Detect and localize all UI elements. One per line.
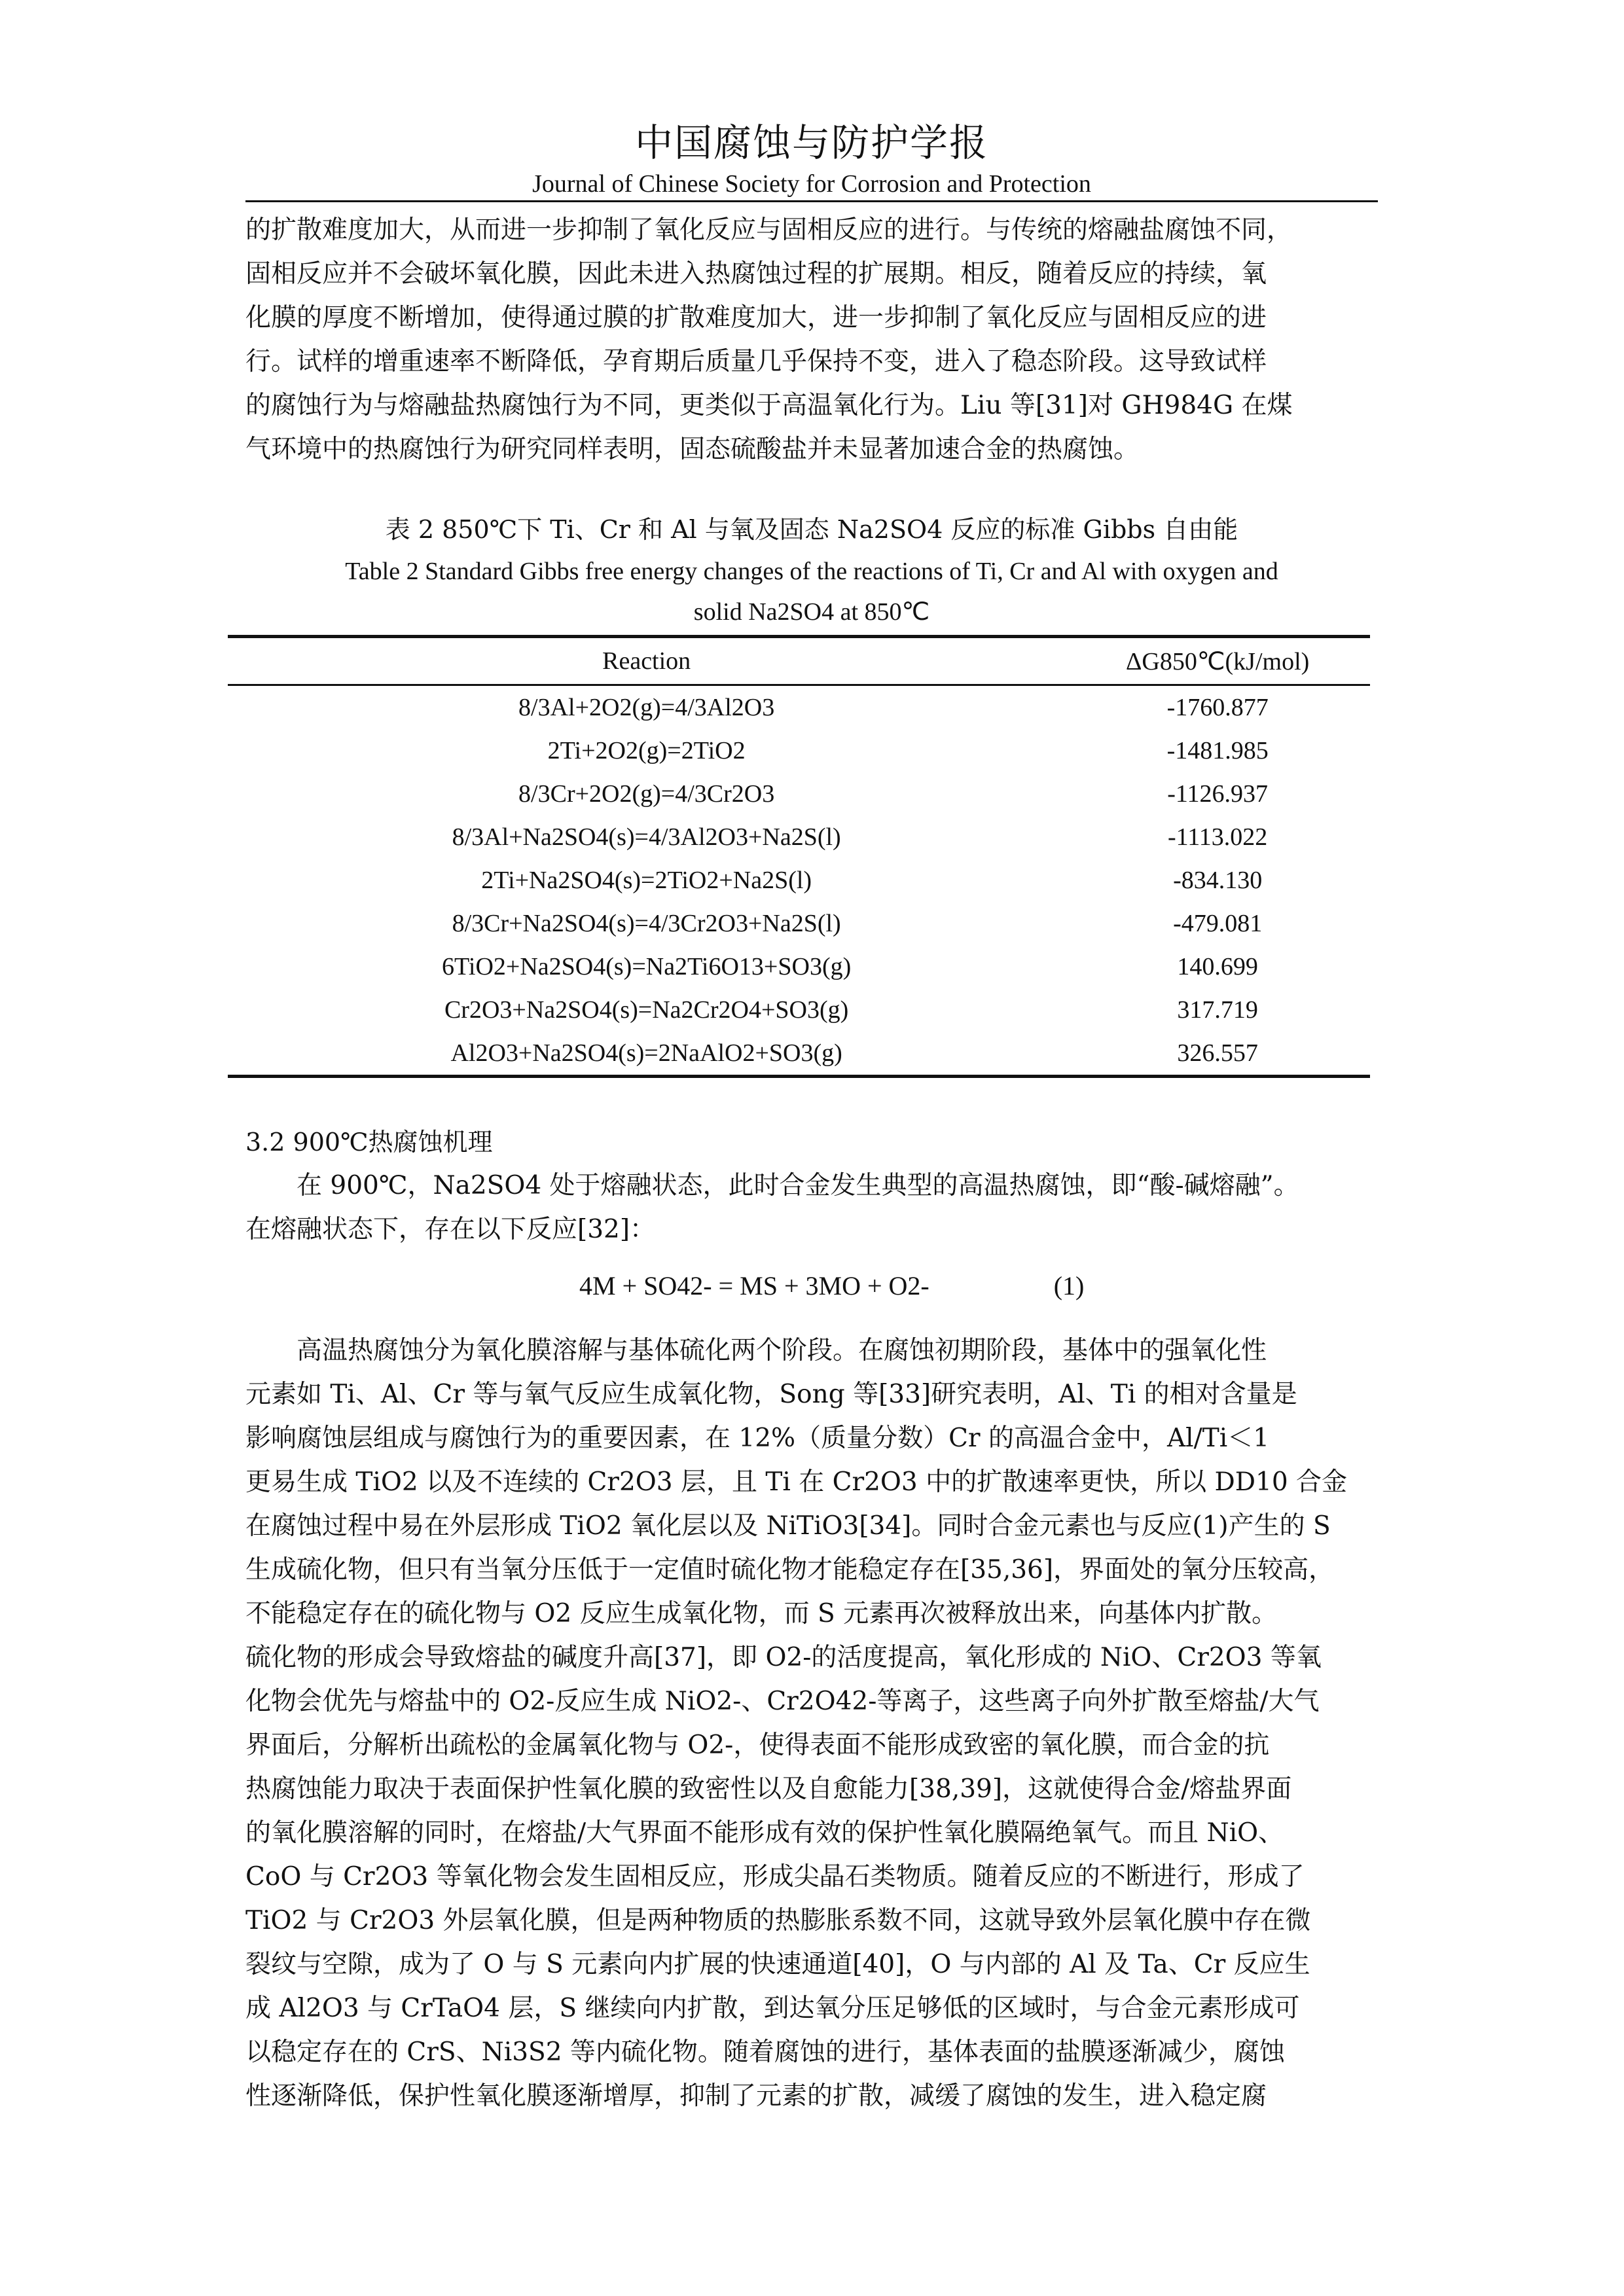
text-line: 不能稳定存在的硫化物与 O2 反应生成氧化物，而 S 元素再次被释放出来，向基体内扩散。	[245, 1599, 1278, 1628]
text-line: 在腐蚀过程中易在外层形成 TiO2 氧化层以及 NiTiO3[34]。同时合金元素也与反应(1)产生的 S	[245, 1511, 1331, 1541]
equation-number: (1)	[1053, 1271, 1085, 1300]
text-line: 影响腐蚀层组成与腐蚀行为的重要因素，在 12%（质量分数）Cr 的高温合金中，Al/Ti＜1	[245, 1424, 1270, 1453]
reaction-cell: 6TiO2+Na2SO4(s)=Na2Ti6O13+SO3(g)	[442, 953, 852, 980]
table-row	[228, 685, 1370, 730]
table-caption-en-line1: Table 2 Standard Gibbs free energy changes of the reactions of Ti, Cr and Al with oxygen and	[345, 558, 1278, 585]
table-row	[228, 1031, 1370, 1077]
text-line: 更易生成 TiO2 以及不连续的 Cr2O3 层，且 Ti 在 Cr2O3 中的扩散速率更快，所以 DD10 合金	[245, 1467, 1348, 1497]
text-line: TiO2 与 Cr2O3 外层氧化膜，但是两种物质的热膨胀系数不同，这就导致外层氧化膜中存在微	[245, 1906, 1311, 1935]
text-line: 化物会优先与熔盐中的 O2-反应生成 NiO2-、Cr2O42-等离子，这些离子向外扩散至熔盐/大气	[245, 1687, 1320, 1716]
reaction-cell: 8/3Cr+2O2(g)=4/3Cr2O3	[518, 780, 775, 808]
table-row	[228, 902, 1370, 945]
reaction-cell: Al2O3+Na2SO4(s)=2NaAlO2+SO3(g)	[228, 1031, 1065, 1077]
text-line: 化膜的厚度不断增加，使得通过膜的扩散难度加大，进一步抑制了氧化反应与固相反应的进	[245, 303, 1267, 332]
table-caption-en	[245, 551, 1378, 632]
energy-cell: -1481.985	[1166, 737, 1269, 764]
text-line: 高温热腐蚀分为氧化膜溶解与基体硫化两个阶段。在腐蚀初期阶段，基体中的强氧化性	[297, 1336, 1267, 1365]
reaction-cell: 8/3Al+2O2(g)=4/3Al2O3	[518, 694, 775, 721]
energy-cell: -479.081	[1173, 910, 1263, 937]
table-caption-en-line2: solid Na2SO4 at 850℃	[693, 598, 930, 626]
energy-cell: -1126.937	[1167, 780, 1269, 808]
text-line: 生成硫化物，但只有当氧分压低于一定值时硫化物才能稳定存在[35,36]，界面处的氧分压较高，	[245, 1555, 1335, 1585]
text-line: 在熔融状态下，存在以下反应[32]：	[245, 1215, 656, 1244]
energy-cell: 326.557	[1065, 1031, 1370, 1077]
section-paragraph	[245, 1164, 1378, 1251]
equation-1	[579, 1266, 1084, 1306]
journal-title-en: Journal of Chinese Society for Corrosion and Protection	[532, 170, 1091, 198]
reaction-cell: Cr2O3+Na2SO4(s)=Na2Cr2O4+SO3(g)	[444, 996, 849, 1024]
text-line: 在 900℃，Na2SO4 处于熔融状态，此时合金发生典型的高温热腐蚀，即“酸-碱熔融”。	[297, 1171, 1299, 1200]
text-line: 行。试样的增重速率不断降低，孕育期后质量几乎保持不变，进入了稳态阶段。这导致试样	[245, 347, 1267, 376]
text-line: 性逐渐降低，保护性氧化膜逐渐增厚，抑制了元素的扩散，减缓了腐蚀的发生，进入稳定腐	[245, 2081, 1267, 2111]
header-divider	[245, 200, 1378, 202]
table-row	[228, 945, 1370, 988]
energy-cell: -1113.022	[1167, 823, 1268, 851]
text-line: 界面后，分解析出疏松的金属氧化物与 O2-，使得表面不能形成致密的氧化膜，而合金的抗	[245, 1731, 1270, 1760]
text-line: 以稳定存在的 CrS、Ni3S2 等内硫化物。随着腐蚀的进行，基体表面的盐膜逐渐减少，腐蚀	[245, 2037, 1285, 2067]
table-row	[228, 729, 1370, 772]
text-line: CoO 与 Cr2O3 等氧化物会发生固相反应，形成尖晶石类物质。随着反应的不断进行，形成了	[245, 1862, 1305, 1892]
gibbs-energy-table	[228, 635, 1370, 1078]
text-line: 的氧化膜溶解的同时，在熔盐/大气界面不能形成有效的保护性氧化膜隔绝氧气。而且 NiO、	[245, 1818, 1284, 1848]
reaction-cell: 2Ti+2O2(g)=2TiO2	[547, 737, 746, 764]
main-paragraph	[245, 1329, 1378, 2118]
energy-cell: 140.699	[1177, 953, 1258, 980]
table-header-row	[228, 637, 1370, 685]
energy-cell: -834.130	[1173, 867, 1263, 894]
section-title: 3.2 900℃热腐蚀机理	[245, 1128, 493, 1157]
text-line: 的腐蚀行为与熔融盐热腐蚀行为不同，更类似于高温氧化行为。Liu 等[31]对 GH984G 在煤	[245, 391, 1293, 420]
text-line: 裂纹与空隙，成为了 O 与 S 元素向内扩展的快速通道[40]，O 与内部的 Al 及 Ta、Cr 反应生	[245, 1950, 1310, 1979]
column-header-reaction: Reaction	[228, 637, 1065, 685]
table-row	[228, 988, 1370, 1031]
text-line: 固相反应并不会破坏氧化膜，因此未进入热腐蚀过程的扩展期。相反，随着反应的持续，氧	[245, 259, 1267, 289]
energy-cell: -1760.877	[1166, 694, 1269, 721]
text-line: 气环境中的热腐蚀行为研究同样表明，固态硫酸盐并未显著加速合金的热腐蚀。	[245, 435, 1140, 464]
table-caption-cn: 表 2 850℃下 Ti、Cr 和 Al 与氧及固态 Na2SO4 反应的标准 Gibbs 自由能	[385, 515, 1238, 544]
equation-body: 4M + SO42- = MS + 3MO + O2-	[579, 1271, 929, 1300]
reaction-cell: 8/3Al+Na2SO4(s)=4/3Al2O3+Na2S(l)	[452, 823, 841, 851]
reaction-cell: 8/3Cr+Na2SO4(s)=4/3Cr2O3+Na2S(l)	[452, 910, 841, 937]
column-header-energy: ΔG850℃(kJ/mol)	[1065, 637, 1370, 685]
journal-header	[245, 118, 1378, 200]
text-line: 硫化物的形成会导致熔盐的碱度升高[37]，即 O2-的活度提高，氧化形成的 NiO、Cr2O3 等氧	[245, 1643, 1322, 1672]
table-row	[228, 859, 1370, 902]
journal-title-cn: 中国腐蚀与防护学报	[634, 120, 988, 165]
intro-paragraph	[245, 208, 1378, 471]
text-line: 成 Al2O3 与 CrTaO4 层，S 继续向内扩散，到达氧分压足够低的区域时，与合金元素形成可	[245, 1994, 1300, 2023]
reaction-cell: 2Ti+Na2SO4(s)=2TiO2+Na2S(l)	[481, 867, 812, 894]
text-line: 的扩散难度加大，从而进一步抑制了氧化反应与固相反应的进行。与传统的熔融盐腐蚀不同，	[245, 215, 1293, 245]
table-row	[228, 816, 1370, 859]
text-line: 元素如 Ti、Al、Cr 等与氧气反应生成氧化物，Song 等[33]研究表明，Al、Ti 的相对含量是	[245, 1380, 1297, 1409]
table-row	[228, 772, 1370, 816]
energy-cell: 317.719	[1177, 996, 1258, 1024]
text-line: 热腐蚀能力取决于表面保护性氧化膜的致密性以及自愈能力[38,39]，这就使得合金/熔盐界面	[245, 1774, 1292, 1804]
